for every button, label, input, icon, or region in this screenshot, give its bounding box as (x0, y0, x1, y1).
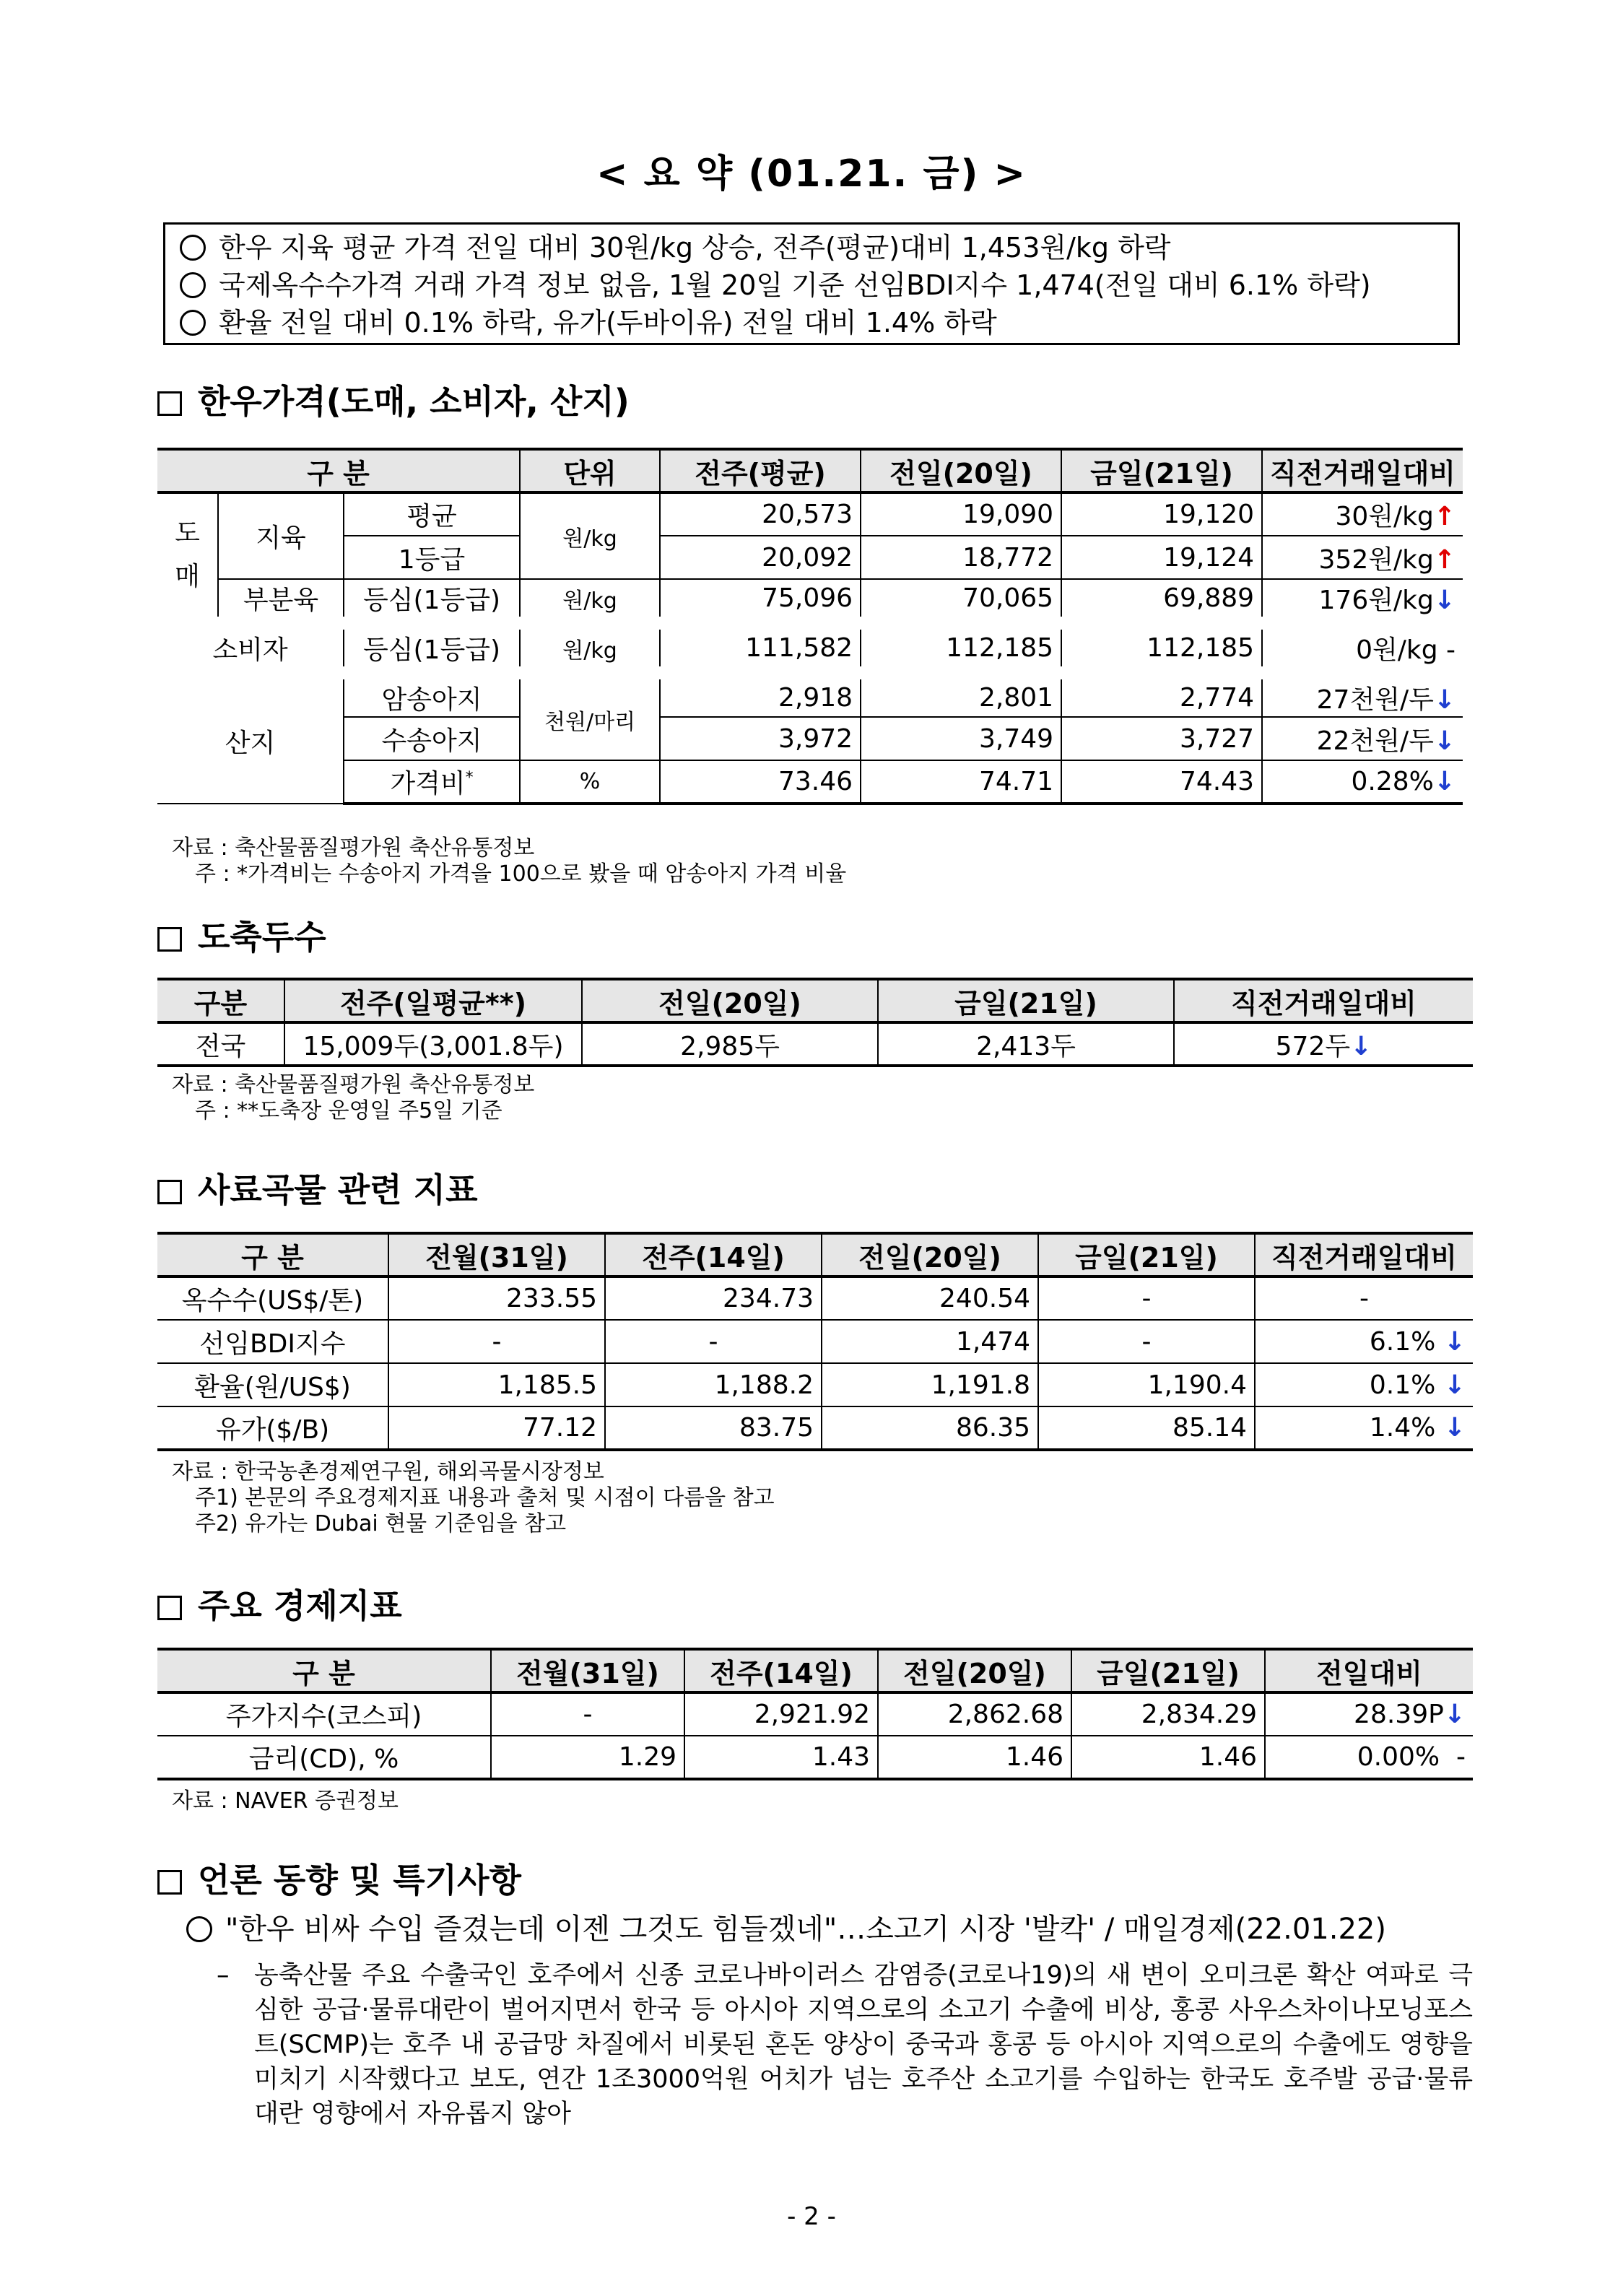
footnote: 주 : *가격비는 수송아지 가격을 100으로 봤을 때 암송아지 가격 비율 (195, 861, 847, 887)
square-bullet-icon (157, 927, 182, 952)
footnote: 주2) 유가는 Dubai 현물 기준임을 참고 (195, 1511, 567, 1536)
table-row: 옥수수(US$/톤) 233.55 234.73 240.54 - - (157, 1277, 1473, 1320)
up-arrow-icon: ↑ (1433, 544, 1456, 575)
source-note: 자료 : 축산물품질평가원 축산유통정보 (172, 1072, 535, 1097)
square-bullet-icon (157, 1180, 182, 1204)
page-number: - 2 - (787, 2202, 836, 2231)
square-bullet-icon (157, 391, 182, 416)
table-row: 주가지수(코스피) - 2,921.92 2,862.68 2,834.29 28.39P↓ (157, 1692, 1473, 1736)
down-arrow-icon: ↓ (1443, 1370, 1466, 1400)
feed-grain-table: 구 분 전월(31일) 전주(14일) 전일(20일) 금일(21일) 직전거래일대비 옥수수(US$/톤) 233.55 234.73 240.54 - - 선임BDI지수 - - 1,474 - 6.1% ↓ 환율(원/US$) 1,185.5 1,188.2 1,191.8 1,190.4 0.1% ↓ 유가($/B) 77.12 83.75 86.35 85.14 1.4% ↓ (157, 1232, 1473, 1451)
table-row: 환율(원/US$) 1,185.5 1,188.2 1,191.8 1,190.4 0.1% ↓ (157, 1363, 1473, 1406)
table-row: 전국 15,009두(3,001.8두) 2,985두 2,413두 572두↓ (157, 1022, 1473, 1066)
summary-item: 환율 전일 대비 0.1% 하락, 유가(두바이유) 전일 대비 1.4% 하락 (180, 304, 1445, 342)
section-heading-feed: 사료곡물 관련 지표 (157, 1164, 478, 1212)
circle-bullet-icon (186, 1916, 212, 1942)
section-heading-hanwoo: 한우가격(도매, 소비자, 산지) (157, 375, 630, 423)
square-bullet-icon (157, 1596, 182, 1620)
down-arrow-icon: ↓ (1443, 1413, 1466, 1443)
down-arrow-icon: ↓ (1443, 1326, 1466, 1357)
table-row: 금리(CD), % 1.29 1.43 1.46 1.46 0.00% - (157, 1736, 1473, 1779)
table-row: 수송아지 3,972 3,749 3,727 22천원/두↓ (157, 717, 1463, 760)
summary-item: 국제옥수수가격 거래 가격 정보 없음, 1월 20일 기준 선임BDI지수 1,474(전일 대비 6.1% 하락) (180, 266, 1445, 304)
down-arrow-icon: ↓ (1443, 1700, 1466, 1729)
summary-box (163, 222, 1460, 345)
news-summary: – 농축산물 주요 수출국인 호주에서 신종 코로나바이러스 감염증(코로나19)의 새 변이 오미크론 확산 여파로 극심한 공급·물류대란이 벌어지면서 한국 등 아시아 지역으로의 소고기 수출에 비상, 홍콩 사우스차이나모닝포스트(SCMP)는 호주 내 공급망 차질에서 비롯된 혼돈 양상이 중국과 홍콩 등 아시아 지역으로의 수출에도 영향을 미치기 시작했다고 보도, 연간 1조3000억원 어치가 넘는 호주산 소고기를 수입하는 한국도 호주발 공급·물류 대란 영향에서 자유롭지 않아 (217, 1958, 1473, 2131)
table-row: 도 매 지육 평균 원/kg 20,573 19,090 19,120 30원/kg↑ (157, 492, 1463, 536)
down-arrow-icon: ↓ (1433, 586, 1456, 615)
circle-bullet-icon (180, 235, 206, 261)
section-heading-news: 언론 동향 및 특기사항 (157, 1854, 521, 1902)
summary-item: 한우 지육 평균 가격 전일 대비 30원/kg 상승, 전주(평균)대비 1,453원/kg 하락 (180, 229, 1445, 266)
square-bullet-icon (157, 1870, 182, 1895)
section-heading-economy: 주요 경제지표 (157, 1580, 402, 1627)
source-note: 자료 : 한국농촌경제연구원, 해외곡물시장정보 (172, 1459, 604, 1484)
table-row: 유가($/B) 77.12 83.75 86.35 85.14 1.4% ↓ (157, 1406, 1473, 1450)
down-arrow-icon: ↓ (1433, 767, 1456, 796)
source-note: 자료 : NAVER 증권정보 (172, 1788, 399, 1814)
dash-bullet-icon: – (217, 1961, 230, 1990)
circle-bullet-icon (180, 310, 206, 336)
news-headline: "한우 비싸 수입 즐겼는데 이젠 그것도 힘들겠네"…소고기 시장 '발칵' / 매일경제(22.01.22) (186, 1906, 1386, 1947)
source-note: 자료 : 축산물품질평가원 축산유통정보 (172, 835, 535, 861)
table-row: 부분육 등심(1등급) 원/kg 75,096 70,065 69,889 176원/kg↓ (157, 579, 1463, 623)
table-row: 산지 암송아지 천원/마리 2,918 2,801 2,774 27천원/두↓ (157, 673, 1463, 717)
table-row: 가격비* % 73.46 74.71 74.43 0.28%↓ (157, 760, 1463, 804)
page-title: < 요 약 (01.21. 금) > (596, 152, 1027, 196)
hanwoo-price-table: 구 분 단위 전주(평균) 전일(20일) 금일(21일) 직전거래일대비 도 매 지육 평균 원/kg 20,573 19,090 19,120 30원/kg↑ 1등급 20,092 18,772 19,124 352원/kg↑ 부분육 등심(1등급) 원/kg 75,096 70,065 69,889 176원/kg↓ 소비자 등심(1등급) 원/kg 111,582 112,185 112,185 0원/kg - 산지 암송아지 천원/마리 2,918 2,801 2,774 27천원/두↓ 수송아지 3,972 3,749 3,727 22천원/두↓ 가격비* % 73.46 74.71 74.43 0.28%↓ (157, 448, 1463, 805)
table-row: 선임BDI지수 - - 1,474 - 6.1% ↓ (157, 1320, 1473, 1363)
section-heading-slaughter: 도축두수 (157, 911, 326, 959)
up-arrow-icon: ↑ (1433, 502, 1456, 531)
table-row: 1등급 20,092 18,772 19,124 352원/kg↑ (157, 536, 1463, 579)
dash-icon: - (1456, 1742, 1466, 1772)
footnote: 주1) 본문의 주요경제지표 내용과 출처 및 시점이 다름을 참고 (195, 1485, 775, 1510)
down-arrow-icon: ↓ (1350, 1031, 1372, 1061)
footnote: 주 : **도축장 운영일 주5일 기준 (195, 1098, 502, 1123)
economy-table: 구 분 전월(31일) 전주(14일) 전일(20일) 금일(21일) 전일대비 주가지수(코스피) - 2,921.92 2,862.68 2,834.29 28.39P↓ 금리(CD), % 1.29 1.43 1.46 1.46 0.00% - (157, 1648, 1473, 1780)
dash-icon: - (1446, 635, 1456, 665)
circle-bullet-icon (180, 272, 206, 298)
down-arrow-icon: ↓ (1433, 726, 1456, 756)
table-row: 소비자 등심(1등급) 원/kg 111,582 112,185 112,185 0원/kg - (157, 623, 1463, 673)
down-arrow-icon: ↓ (1433, 685, 1456, 715)
slaughter-table: 구분 전주(일평균**) 전일(20일) 금일(21일) 직전거래일대비 전국 15,009두(3,001.8두) 2,985두 2,413두 572두↓ (157, 978, 1473, 1067)
